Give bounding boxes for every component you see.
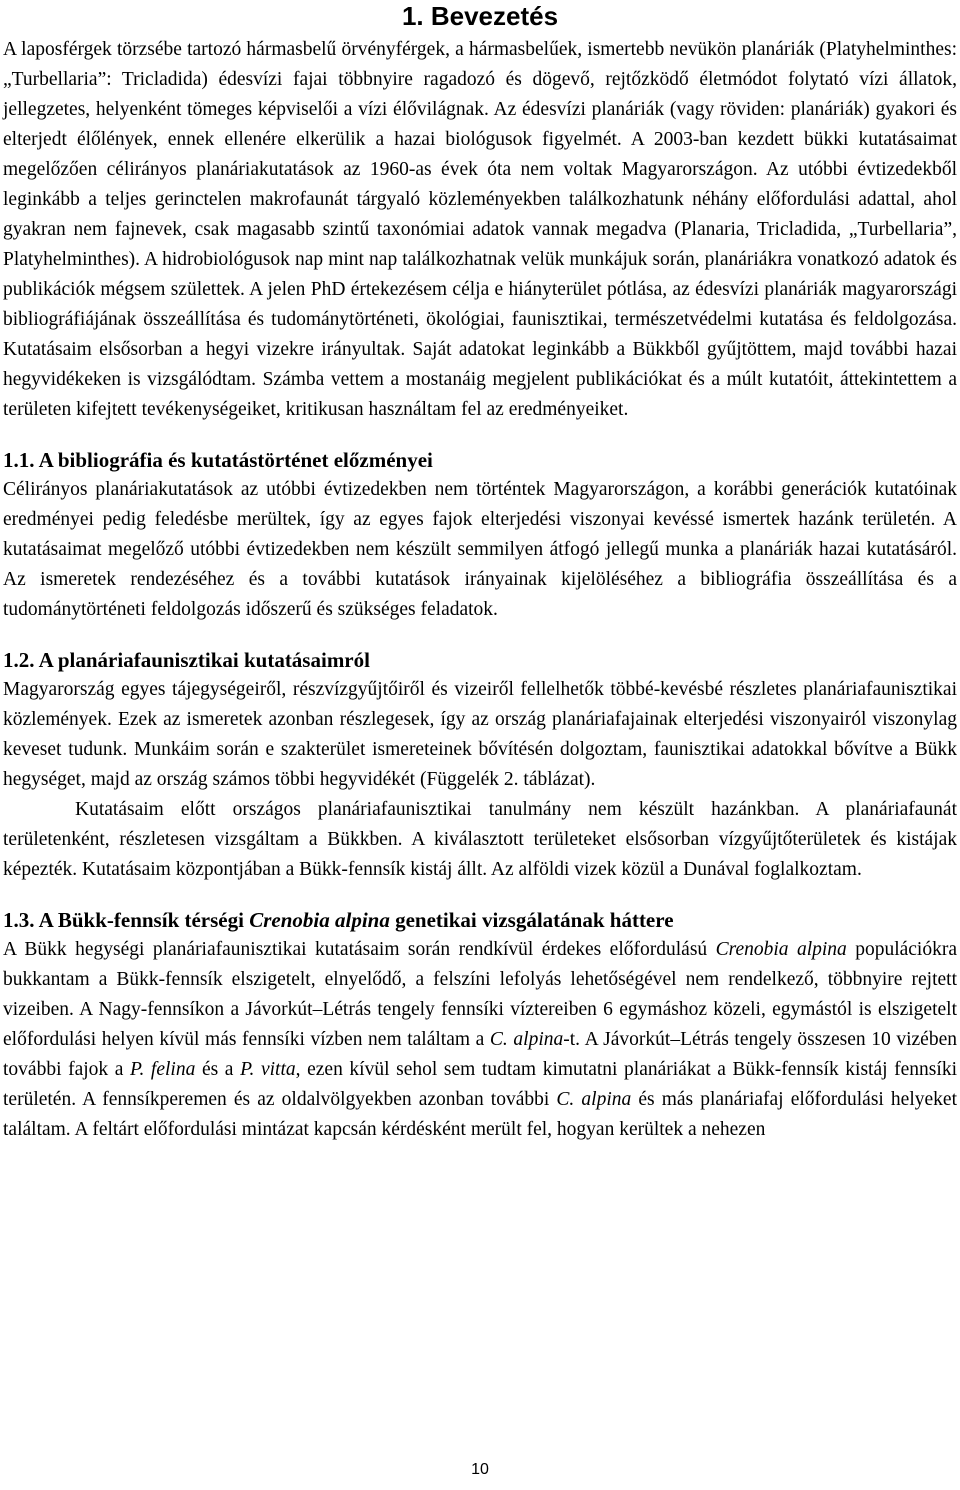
document-page (3, 0, 957, 1145)
page-number: 10 (471, 1461, 489, 1478)
heading-text: 1.3. A Bükk-fennsík térségi (3, 908, 250, 932)
intro-paragraph: A laposférgek törzsébe tartozó hármasbelű örvényférgek, a hármasbelűek, ismertebb nevükön planáriák (Platyhelminthes: „Turbellaria”: Tricladida) édesvízi fajai többnyire ragadozó és dögevő, rejtőzködő életmódot folytató vízi állatok, jellegzetes, helyenként tömeges képviselői a vízi élővilágnak. Az édesvízi planáriák (vagy röviden: planáriák) gyakori és elterjedt élőlények, ennek ellenére elkerülik a hazai biológusok figyelmét. A 2003-ban kezdett bükki kutatásaimat megelőzően célirányos planáriakutatások az 1960-as évek óta nem voltak Magyarországon. Az utóbbi évtizedekből leginkább a teljes gerinctelen makrofaunát tárgyaló közleményekben találkozhatunk néhány előfordulási adattal, ahol gyakran nem fajnevek, csak magasabb szintű taxonómiai adatok vannak megadva (Planaria, Tricladida, „Turbellaria”, Platyhelminthes). A hidrobiológusok nap mint nap találkozhatnak velük munkájuk során, planáriákra vonatkozó adatok és publikációk mégsem születtek. A jelen PhD értekezésem célja e hiányterület pótlása, az édesvízi planáriák magyarországi bibliográfiájának összeállítása és tudománytörténeti, ökológiai, faunisztikai, természetvédelmi kutatása és feldolgozása. Kutatásaim elsősorban a hegyi vizekre irányultak. Saját adatokat leginkább a Bükkből gyűjtöttem, majd további hazai hegyvidékeken is vizsgálódtam. Számba vettem a mostanáig megjelent publikációkat és a múlt kutatóit, áttekintettem a területen kifejtett tevékenységeiket, kritikusan használtam fel az eredményeiket. (3, 39, 957, 420)
chapter-title: 1. Bevezetés (401, 1, 559, 31)
section-1-2-paragraph-2: Kutatásaim előtt országos planáriafaunisztikai tanulmány nem készült hazánkban. A planáriafaunát területenként, részletesen vizsgáltam a Bükkben. A kiválasztott területeket elsősorban vízgyűjtőterületek és kistájak képezték. Kutatásaim központjában a Bükk-fennsík kistáj állt. Az alföldi vizek közül a Dunával foglalkoztam. (3, 799, 957, 880)
species-name: P. felina (130, 1059, 196, 1080)
text-run: , ezen kívül sehol sem tudtam kimutatni planáriákat a Bükk-fennsík kistáj fennsíki területén. A fennsíkperemen és az oldalvölgyekben azonban további (3, 1059, 957, 1110)
section-1-1-paragraph: Célirányos planáriakutatások az utóbbi évtizedekben nem történtek Magyarországon, a korábbi generációk kutatóinak eredményei pedig feledésbe merültek, így az egyes fajok elterjedési viszonyai kevéssé ismertek hazánk területén. A kutatásaimat megelőző utóbbi évtizedekben nem készült semmilyen átfogó jellegű munka a planáriák hazai kutatásáról. Az ismeretek rendezéséhez és a további kutatások irányainak kijelöléséhez a bibliográfia összeállítása és a tudománytörténeti feldolgozás időszerű és szükséges feladatok. (3, 479, 957, 620)
text-run: A Bükk hegységi planáriafaunisztikai kutatásaim során rendkívül érdekes előfordulású (3, 939, 716, 960)
text-run: populációkra bukkantam a Bükk-fennsík elszigetelt, elnyelődő, a felszíni lefolyás lehetőségével nem rendelkező, többnyire rejtett vizeiben. A Nagy-fennsíkon a Jávorkút–Létrás tengely fennsíki víztereiben 6 egymáshoz közeli, egymástól is elszigetelt előfordulási helyen kívül más fennsíki vízben nem találtam a (3, 939, 957, 1050)
text-run: és a (195, 1059, 241, 1080)
species-name: P. vitta (240, 1059, 296, 1080)
section-heading-1-1: 1.1. A bibliográfia és kutatástörténet előzményei (3, 448, 433, 472)
species-name: C. alpina (556, 1089, 632, 1110)
section-1-2-paragraph-1: Magyarország egyes tájegységeiről, részvízgyűjtőiről és vizeiről fellelhetők többé-kevésbé részletes planáriafaunisztikai közlemények. Ezek az ismeretek azonban részlegesek, így az ország planáriafajainak elterjedési viszonyairól viszonylag keveset tudunk. Munkáim során e szakterület ismereteinek bővítésén dolgoztam, faunisztikai adatokkal bővítve a Bükk hegységet, majd az ország számos többi hegyvidékét (Függelék 2. táblázat). (3, 679, 957, 790)
species-name: C. alpina (489, 1029, 564, 1050)
section-heading-1-3 (3, 905, 957, 935)
section-heading-1-2: 1.2. A planáriafaunisztikai kutatásaimról (3, 648, 370, 672)
heading-text: genetikai vizsgálatának háttere (389, 908, 674, 932)
spacer (3, 625, 957, 645)
text-run: -t. A Jávorkút–Létrás tengely összesen 10 vizében további fajok a (3, 1029, 957, 1080)
species-name: Crenobia alpina (715, 939, 847, 960)
spacer (3, 425, 957, 445)
section-1-3-paragraph (3, 935, 957, 1145)
text-run: és más planáriafaj előfordulási helyeket találtam. A feltárt előfordulási mintázat kapcsán kérdésként merült fel, hogyan kerültek a nehezen (3, 1089, 957, 1140)
spacer (3, 885, 957, 905)
heading-species-name: Crenobia alpina (249, 908, 390, 932)
